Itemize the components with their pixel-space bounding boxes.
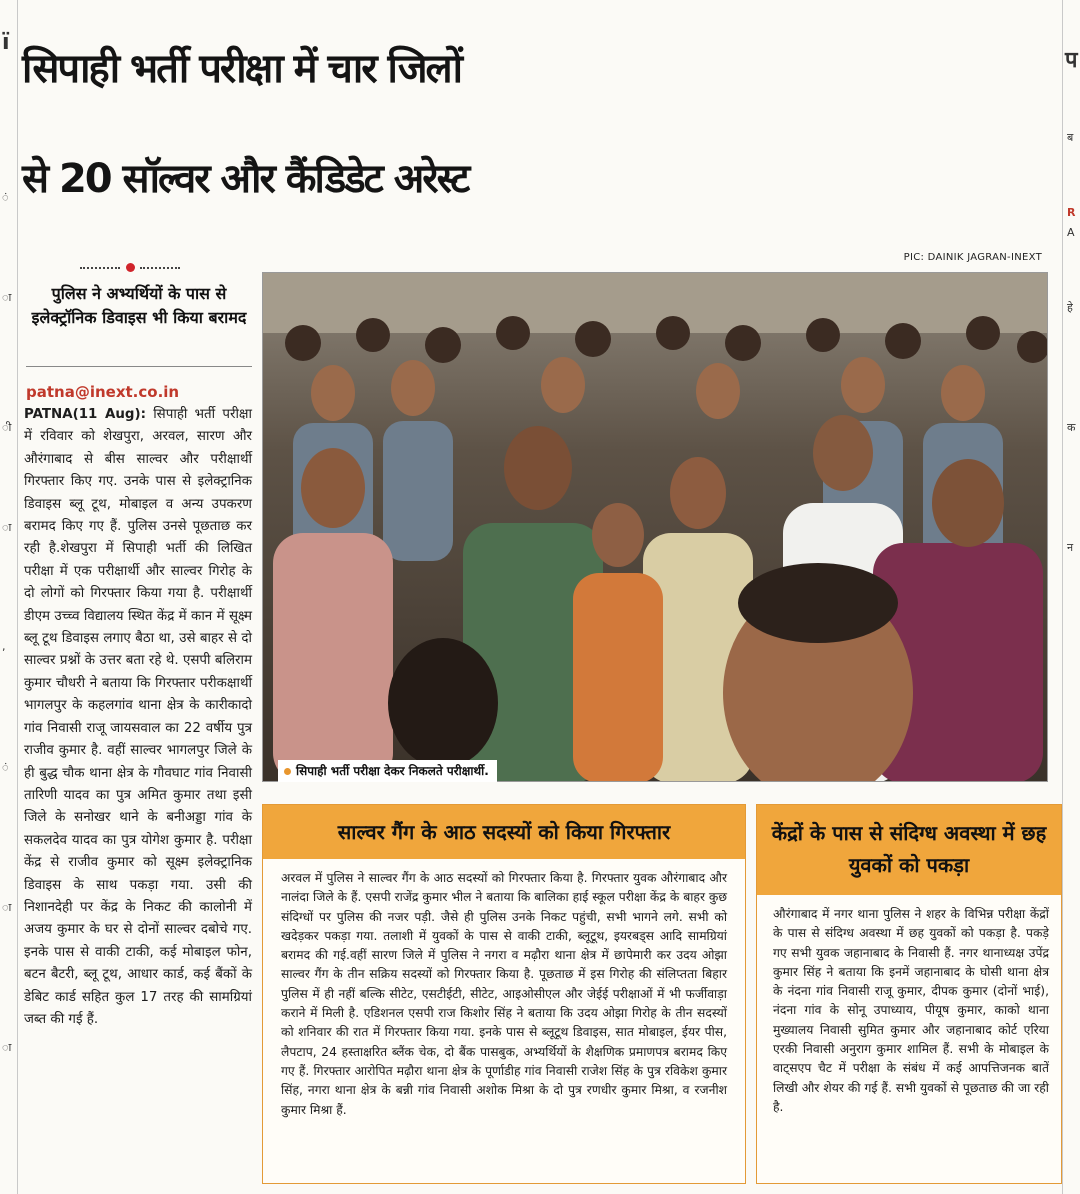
- main-story-body: [24, 404, 252, 1031]
- subheadline-deck: पुलिस ने अभ्यर्थियों के पास से इलेक्ट्रॉनिक डिवाइस भी किया बरामद: [31, 284, 247, 327]
- headline-line-2: से 20 सॉल्वर और कैंडिडेट अरेस्ट: [22, 156, 469, 202]
- ornament-dot-icon: [126, 263, 135, 272]
- box1-heading: साल्वर गैंग के आठ सदस्यों को किया गिरफ्तार: [263, 805, 745, 859]
- crowd-photo-illustration: [263, 273, 1048, 782]
- box2-body: औरंगाबाद में नगर थाना पुलिस ने शहर के विभिन्न परीक्षा केंद्रों के पास से संदिग्ध अवस्था में छह युवकों को पकड़ा है. पकड़े गए सभी युवक जहानाबाद के निवासी हैं. नगर थानाध्यक्ष उपेंद्र कुमार सिंह ने बताया कि इनमें जहानाबाद के घोसी थाना क्षेत्र के नंदना गांव निवासी राजू कुमार, दीपक कुमार (दोनों भाई), नंदना गांव के सोनू उपाध्याय, पीयूष कुमार, काको थाना मुख्यालय निवासी सुमित कुमार और जहानाबाद कोर्ट एरिया एरकी निवासी अनुराग कुमार शामिल हैं. सभी के मोबाइल के वाट्सएप चैट में परीक्षा के संबंध में कई आपत्तिजनक बातें लिखी और शेयर की गई हैं. सभी युवकों से पूछताछ की जा रही है.: [773, 907, 1049, 1114]
- reporter-email: patna@inext.co.in: [26, 383, 180, 401]
- headline-line-1: सिपाही भर्ती परीक्षा में चार जिलों: [22, 46, 462, 92]
- box2-heading: केंद्रों के पास से संदिग्ध अवस्था में छह युवकों को पकड़ा: [757, 805, 1061, 895]
- photo-credit: PIC: DAINIK JAGRAN-INEXT: [903, 252, 1042, 263]
- left-neighbour-column-edge: ï ं ा ी ा , ं ा ा: [0, 0, 18, 1194]
- headline: [22, 14, 1058, 234]
- dateline: PATNA(11 Aug):: [24, 407, 146, 422]
- box1-body: अरवल में पुलिस ने साल्वर गैंग के आठ सदस्यों को गिरफ्तार किया है. गिरफ्तार युवक औरंगाबाद और नालंदा जिले के हैं. एसपी राजेंद्र कुमार भील ने बताया कि बालिका हाई स्कूल परीक्षा केंद्र के बाहर कुछ संदिग्धों पर पुलिस की नजर पड़ी. जैसे ही पुलिस उनके निकट पहुंची, सभी भागने लगे. सभी को खदेड़कर पकड़ा गया. तलाशी में युवकों के पास से वाकी टाकी, ब्लूटूथ, इयरबड्स आदि सामग्रियां बरामद की गई.वहीं सारण जिले में पुलिस ने नगरा व मढ़ौरा थाना क्षेत्र में छापेमारी कर उदय ओझा साल्वर गैंग के तीन सक्रिय सदस्यों को गिरफ्तार किया है. पूछताछ में इस गिरोह की संलिप्तता बिहार पुलिस में ही नहीं बल्कि सीटेट, एसटीईटी, सीटेट, आइओसीएल और जेईई परीक्षाओं में भी फर्जीवाड़ा कराने में मिली है. एडिशनल एसपी राज किशोर सिंह ने बताया कि उदय ओझा गिरोह के तीन सदस्यों को शनिवार की रात में गिरफ्तार किया गया. इनके पास से ब्लूटूथ डिवाइस, सात मोबाइल, ईयर पीस, लैपटाप, 24 हस्ताक्षरित ब्लैंक चेक, दो बैंक पासबुक, अभ्यर्थियों के शैक्षणिक प्रमाणपत्र बरामद किए गए हैं. गिरफ्तार आरोपित मढ़ौरा थाना क्षेत्र के पूर्णाडीह गांव निवासी राजेश सिंह के पुत्र रविकेश कुमार सिंह, नगरा थाना क्षेत्र के बन्नी गांव निवासी अशोक मिश्रा के दो पुत्र रणधीर कुमार मिश्रा, व रजनीश कुमार मिश्रा हैं.: [281, 871, 727, 1117]
- main-story-text: सिपाही भर्ती परीक्षा में रविवार को शेखपुरा, अरवल, सारण और औरंगाबाद से बीस साल्वर और परीक्षार्थी गिरफ्तार किए गए. उनके पास से इलेक्ट्रानिक डिवाइस ब्लू टूथ, मोबाइल व अन्य उपकरण बरामद किए गए हैं. पुलिस उनसे पूछताछ कर रही है.शेखपुरा में सिपाही भर्ती की लिखित परीक्षा में एक परीक्षार्थी और साल्वर गिरोह के दो लोगों को गिरफ्तार किया गया है. परीक्षार्थी डीएम उच्च्व विद्यालय स्थित केंद्र में कान में सूक्ष्म ब्लू टूथ डिवाइस लगाए बैठा था, उसे बाहर से दो साल्वर प्रश्नों के उत्तर बता रहे थे. एसपी बलिराम कुमार चौधरी ने बताया कि गिरफ्तार परीकक्षार्थी भागलपुर के कहलगांव थाना क्षेत्र के कारीकादो गांव निवासी राजू जायसवाल का 22 वर्षीय पुत्र राजीव कुमार है. वहीं साल्वर भागलपुर जिले के ही बुद्ध चौक थाना क्षेत्र के गौवघाट गांव निवासी तारिणी यादव का पुत्र अमित कुमार तथा इसी जिले के सनोखर थाने के बनीअड्डा गांव के सकलदेव यादव का पुत्र योगेश कुमार है. परीक्षा केंद्र से राजीव कुमार को सूक्ष्म इलेक्ट्रानिक डिवाइस के साथ पकड़ा गया. उसी की निशानदेही पर केंद्र के निकट की कालोनी में अजय कुमार के घर से दोनों साल्वर दबोचे गए. इनके पास से वाकी टाकी, कई मोबाइल फोन, बटन बैटरी, ब्लू टूथ, आधार कार्ड, कई बैंकों के डेबिट कार्ड सहित कुल 17 तरह की सामग्रियां जब्त की गई हैं.: [24, 407, 252, 1027]
- crowd-photo: [262, 272, 1048, 782]
- deck-divider: [26, 366, 252, 367]
- right-neighbour-column-edge: प ब R A हे क न: [1062, 0, 1080, 1194]
- sidebar-story-solver-gang: [262, 804, 746, 1184]
- photo-caption: सिपाही भर्ती परीक्षा देकर निकलते परीक्षार्थी.: [278, 760, 497, 782]
- sidebar-story-suspects: [756, 804, 1062, 1184]
- deck-ornament: [80, 262, 180, 274]
